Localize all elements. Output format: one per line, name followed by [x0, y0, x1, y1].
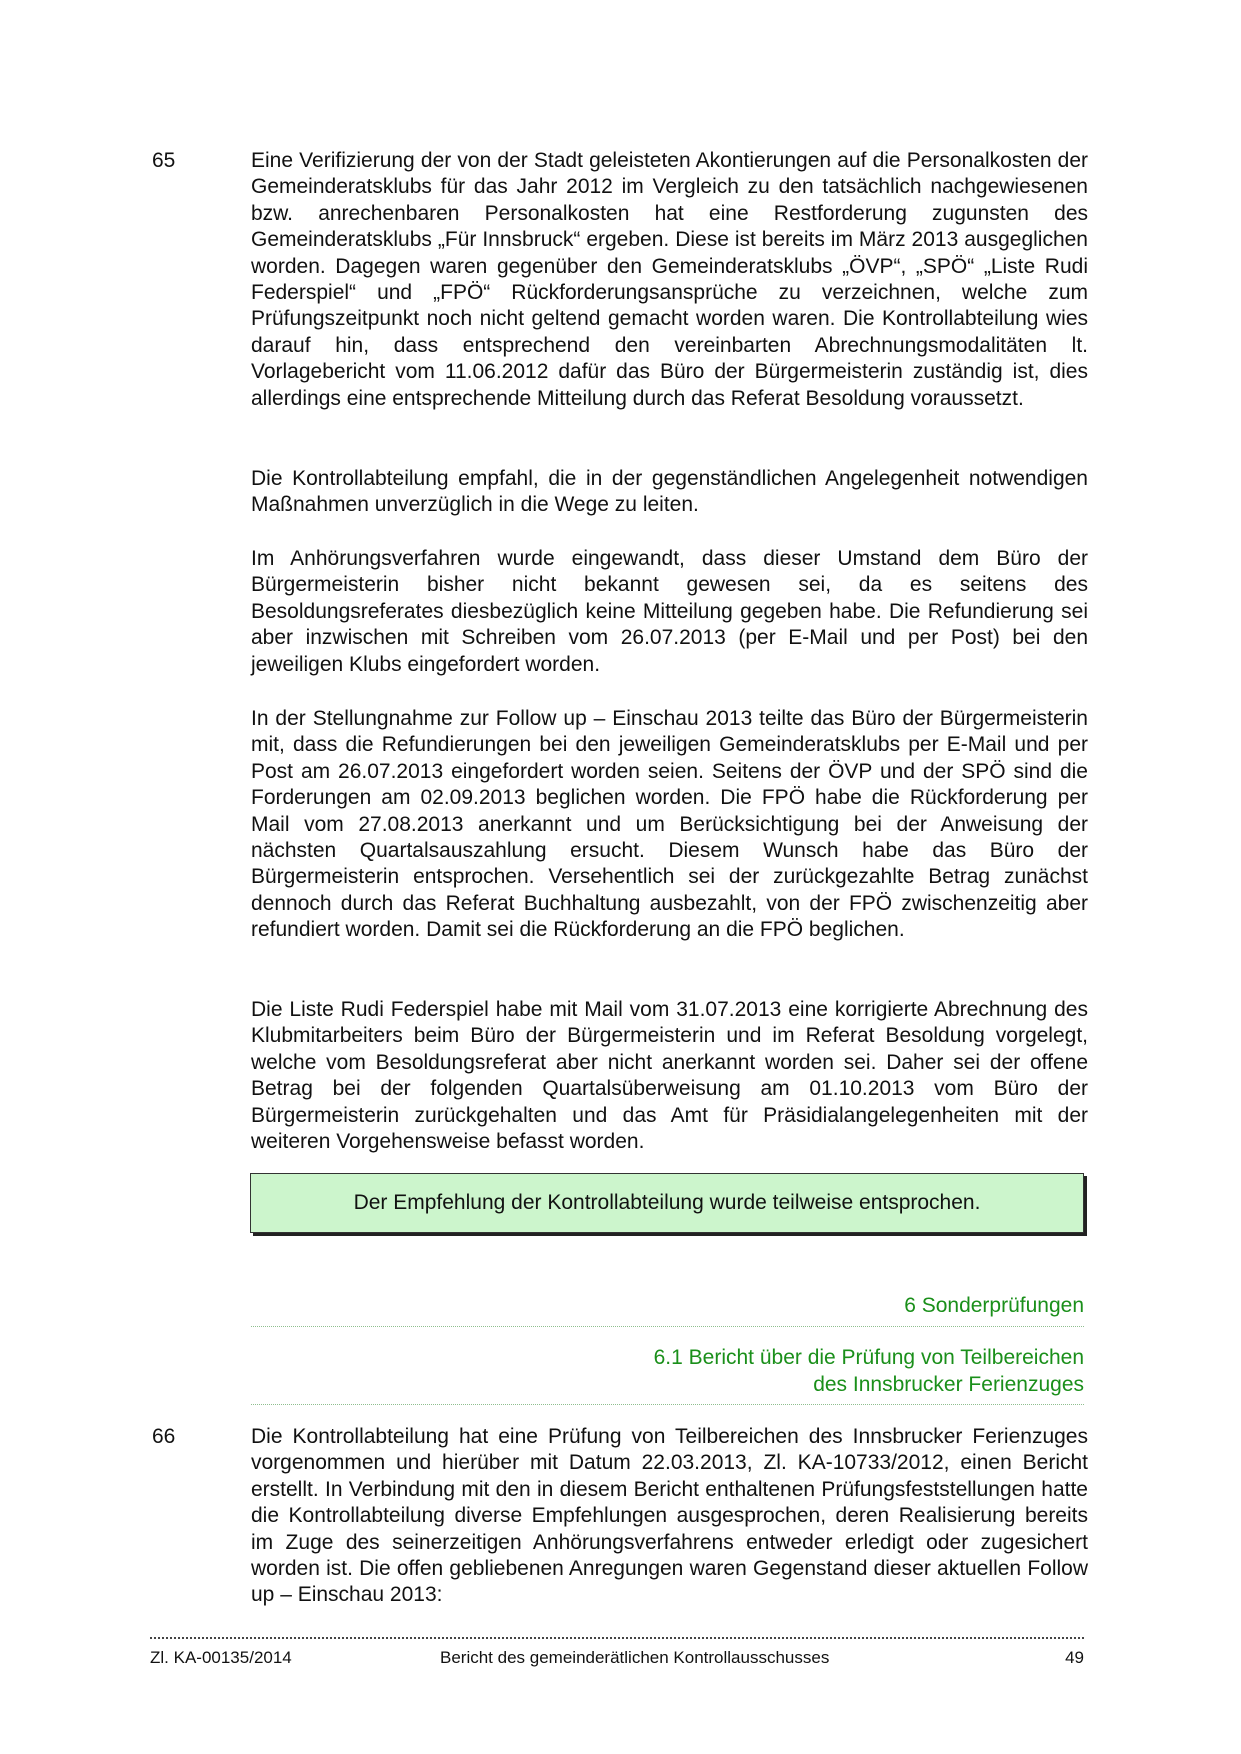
paragraph-66-1: Die Kontrollabteilung hat eine Prüfung von Teilbereichen des Innsbrucker Ferienzuges vorgenommen und hierüber mit Datum 22.03.2013, Zl. KA-10733/2012, einen Bericht erstellt. In Verbindung mit den in diesem Bericht enthaltenen Prüfungsfeststellungen hatte die Kontrollabteilung diverse Empfehlungen ausgesprochen, deren Realisierung bereits im Zuge des seinerzeitigen Anhörungsverfahrens entweder erledigt oder zugesichert worden ist. Die offen gebliebenen Anregungen waren Gegenstand dieser aktuellen Follow up – Einschau 2013:	[251, 1425, 1088, 1607]
paragraph-65-4: In der Stellungnahme zur Follow up – Einschau 2013 teilte das Büro der Bürgermeisterin mit, dass die Refundierungen bei den jeweiligen Gemeinderatsklubs per E-Mail und per Post am 26.07.2013 eingefordert worden seien. Seitens der ÖVP und der SPÖ sind die Forderungen am 02.09.2013 beglichen worden. Die FPÖ habe die Rückforderung per Mail vom 27.08.2013 anerkannt und um Berücksichtigung bei der Anweisung der nächsten Quartalsauszahlung ersucht. Diesem Wunsch habe das Büro der Bürgermeisterin entsprochen. Versehentlich sei der zurückgezahlte Betrag zunächst dennoch durch das Referat Buchhaltung ausbezahlt, von der FPÖ zwischenzeitig aber refundiert worden. Damit sei die Rückforderung an die FPÖ beglichen.	[251, 707, 1088, 942]
footer-title: Bericht des gemeinderätlichen Kontrollausschusses	[440, 1648, 830, 1667]
chapter-heading: 6 Sonderprüfungen	[904, 1294, 1084, 1317]
section-number-66: 66	[152, 1425, 176, 1448]
paragraph-65-5: Die Liste Rudi Federspiel habe mit Mail vom 31.07.2013 eine korrigierte Abrechnung des Klubmitarbeiters beim Büro der Bürgermeisterin und im Referat Besoldung vorgelegt, welche vom Besoldungsreferat aber nicht anerkannt worden sei. Daher sei der offene Betrag bei der folgenden Quartalsüberweisung am 01.10.2013 vom Büro der Bürgermeisterin zurückgehalten und das Amt für Präsidialangelegenheiten mit der weiteren Vorgehensweise befasst worden.	[251, 998, 1088, 1154]
section-heading-line1: 6.1 Bericht über die Prüfung von Teilbereichen	[653, 1346, 1084, 1369]
result-box	[250, 1173, 1084, 1233]
section-heading-line2: des Innsbrucker Ferienzuges	[813, 1373, 1084, 1396]
section-number-65: 65	[152, 149, 176, 172]
paragraph-65-3: Im Anhörungsverfahren wurde eingewandt, dass dieser Umstand dem Büro der Bürgermeisterin bisher nicht bekannt gewesen sei, da es seitens des Besoldungsreferates diesbezüglich keine Mitteilung gegeben habe. Die Refundierung sei aber inzwischen mit Schreiben vom 26.07.2013 (per E-Mail und per Post) bei den jeweiligen Klubs eingefordert worden.	[251, 547, 1088, 676]
paragraph-65-2: Die Kontrollabteilung empfahl, die in der gegenständlichen Angelegenheit notwendigen Maßnahmen unverzüglich in die Wege zu leiten.	[251, 467, 1088, 517]
section-divider	[251, 1404, 1084, 1405]
footer-reference: Zl. KA-00135/2014	[150, 1648, 292, 1667]
result-box-text: Der Empfehlung der Kontrollabteilung wurde teilweise entsprochen.	[353, 1191, 981, 1214]
footer-divider	[150, 1637, 1084, 1639]
chapter-divider	[251, 1326, 1084, 1327]
paragraph-65-1: Eine Verifizierung der von der Stadt geleisteten Akontierungen auf die Personalkosten der Gemeinderatsklubs für das Jahr 2012 im Vergleich zu den tatsächlich nachgewiesenen bzw. anrechenbaren Personalkosten hat eine Restforderung zugunsten des Gemeinderatsklubs „Für Innsbruck“ ergeben. Diese ist bereits im März 2013 ausgeglichen worden. Dagegen waren gegenüber den Gemeinderatsklubs „ÖVP“, „SPÖ“ „Liste Rudi Federspiel“ und „FPÖ“ Rückforderungsansprüche zu verzeichnen, welche zum Prüfungszeitpunkt noch nicht geltend gemacht worden waren. Die Kontrollabteilung wies darauf hin, dass entsprechend den vereinbarten Abrechnungsmodalitäten lt. Vorlagebericht vom 11.06.2012 dafür das Büro der Bürgermeisterin zuständig ist, dies allerdings eine entsprechende Mitteilung durch das Referat Besoldung voraussetzt.	[251, 149, 1088, 410]
footer-page-number: 49	[1065, 1648, 1084, 1667]
